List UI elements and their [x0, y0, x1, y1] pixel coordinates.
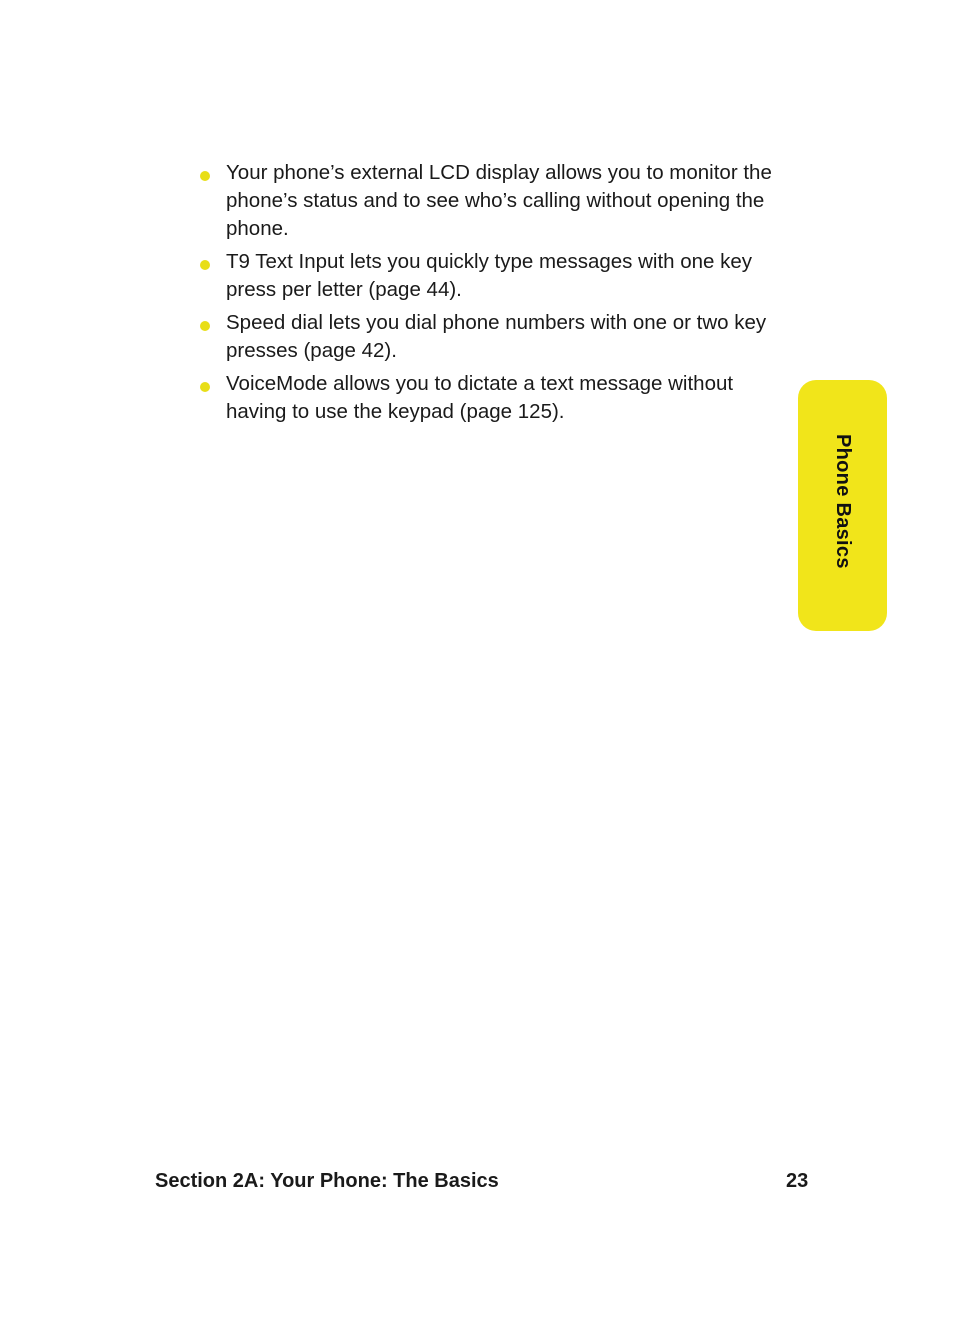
footer-page-number: 23	[786, 1170, 809, 1192]
bullet-dot-icon	[200, 382, 210, 392]
side-tab-label: Phone Basics	[832, 434, 854, 569]
bullet-text: T9 Text Input lets you quickly type messages with one key press per letter (page 44).	[226, 250, 753, 301]
bullet-dot-icon	[200, 171, 210, 181]
bullet-dot-icon	[200, 321, 210, 331]
bullet-item	[198, 248, 788, 304]
bullet-item	[198, 370, 788, 426]
feature-bullet-list	[198, 159, 788, 431]
section-side-tab	[798, 380, 887, 631]
bullet-text: VoiceMode allows you to dictate a text message without having to use the keypad (page 125).	[226, 372, 734, 423]
bullet-text: Your phone’s external LCD display allows you to monitor the phone’s status and to see who’s calling without opening the phone.	[226, 161, 772, 240]
bullet-dot-icon	[200, 260, 210, 270]
bullet-text: Speed dial lets you dial phone numbers with one or two key presses (page 42).	[226, 311, 767, 362]
bullet-item	[198, 159, 788, 243]
footer-section-title: Section 2A: Your Phone: The Basics	[155, 1170, 499, 1192]
bullet-item	[198, 309, 788, 365]
